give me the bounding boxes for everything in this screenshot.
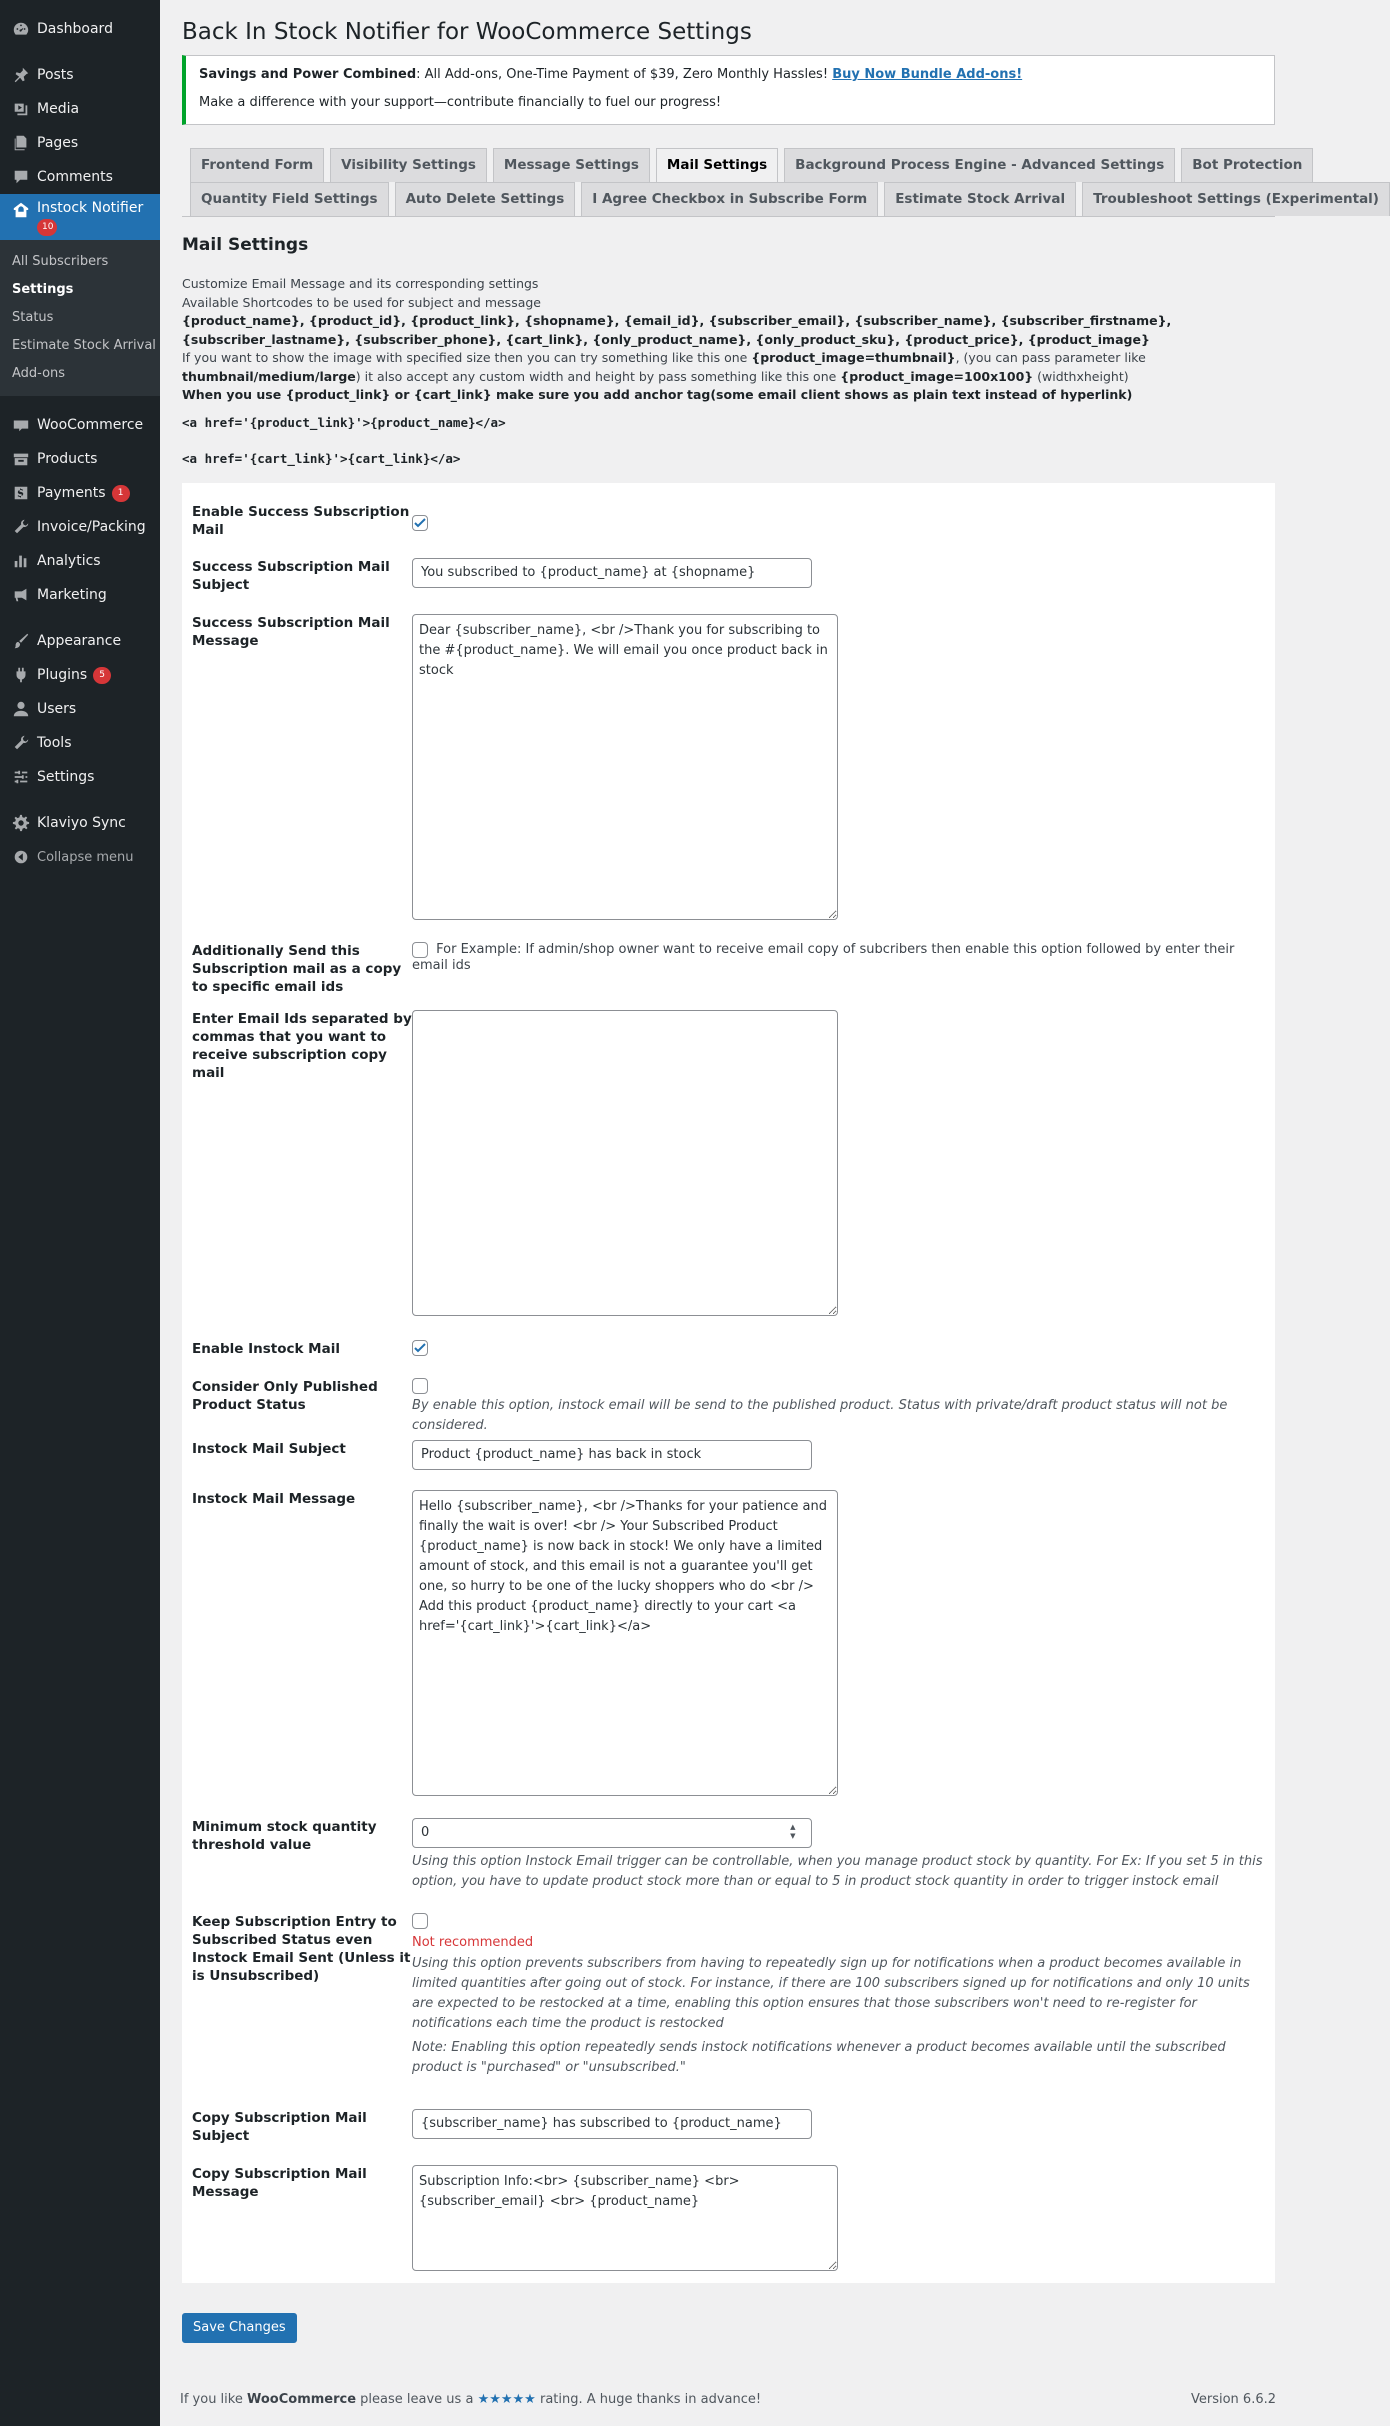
notifier-submenu xyxy=(0,240,160,396)
plugins-badge: 5 xyxy=(93,667,111,684)
keep-entry-label: Keep Subscription Entry to Subscribed Status even Instock Email Sent (Unless it is Unsubscribed) xyxy=(192,1913,411,1984)
instock-subject-input[interactable] xyxy=(412,1440,812,1470)
success-subject-label: Success Subscription Mail Subject xyxy=(192,558,390,593)
menu-appearance[interactable]: Appearance xyxy=(0,624,160,658)
success-message-label: Success Subscription Mail Message xyxy=(192,614,390,649)
dashboard-icon xyxy=(11,19,31,39)
min-stock-label: Minimum stock quantity threshold value xyxy=(192,1818,377,1853)
notifier-badge: 10 xyxy=(37,219,57,236)
tab-quantity-field[interactable]: Quantity Field Settings xyxy=(190,182,389,216)
tools-icon xyxy=(11,733,31,753)
menu-payments[interactable]: Payments 1 xyxy=(0,476,160,510)
success-subject-input[interactable] xyxy=(412,558,812,588)
menu-users[interactable]: Users xyxy=(0,692,160,726)
menu-dashboard[interactable]: Dashboard xyxy=(0,12,160,46)
menu-pages[interactable]: Pages xyxy=(0,126,160,160)
not-recommended-warning: Not recommended xyxy=(412,1934,534,1950)
collapse-menu[interactable]: Collapse menu xyxy=(0,840,160,874)
payments-badge: 1 xyxy=(112,485,130,502)
media-icon xyxy=(11,99,31,119)
promo-notice: Savings and Power Combined: All Add-ons, One-Time Payment of $39, Zero Monthly Hassles! Buy Now Bundle Add-ons! Make a difference with your support—contribute financially to fuel our progress! xyxy=(182,55,1275,125)
menu-klaviyo-sync[interactable]: Klaviyo Sync xyxy=(0,806,160,840)
paintbrush-icon xyxy=(11,631,31,651)
comments-icon xyxy=(11,167,31,187)
user-icon xyxy=(11,699,31,719)
buy-bundle-link[interactable]: Buy Now Bundle Add-ons! xyxy=(832,67,1023,82)
tab-mail-settings[interactable]: Mail Settings xyxy=(656,148,778,182)
bar-chart-icon xyxy=(11,551,31,571)
published-only-label: Consider Only Published Product Status xyxy=(192,1378,378,1413)
tab-frontend-form[interactable]: Frontend Form xyxy=(190,148,324,182)
copy-message-label: Copy Subscription Mail Message xyxy=(192,2165,367,2200)
instock-subject-label: Instock Mail Subject xyxy=(192,1440,346,1457)
page-title: Back In Stock Notifier for WooCommerce Settings xyxy=(182,19,752,45)
mail-settings-form: Enable Success Subscription Mail Success Subscription Mail Subject You subscribed to {product_name} at {shopname} Success Subscription Mail Message Dear {subscriber_name}, <br />Thank you for subscribing to the #{product_name}. We will email you once product back in stock Additionally Send this Subscription mail as a copy to specific email ids For Example: If admin/shop owner want to receive email copy of subcribers then enable this option followed by enter their email ids Enter Email Ids separated by commas that you want to receive subscription copy mail Enable Instock Mail Consider Only Published Product Status By enable this option, instock email will be send to the published product. Status with private/draft product status will not be considered. Instock Mail Subject Product {product_name} has back in stock Instock Mail Message Hello {subscriber_name}, <br />Thanks for your patience and finally the wait is over! <br /> Your Subscribed Product {product_name} is now back in stock! We only have a limited amount of stock, and this email is not a guarantee you'll get one, so hurry to be one of the lucky shoppers who do <br /> Add this product {product_name} directly to your cart <a href='{cart_link}'>{cart_link}</a> Minimum stock quantity threshold value 0 ▲ ▼ Using this option Instock Email trigger can be controllable, when you manage product stock by quantity. For Ex: If you set 5 in this option, you have to update product stock more than or equal to 5 in product stock quantity in order to trigger instock email Keep Subscription Entry to Subscribed Status even Instock Email Sent (Unless it is Unsubscribed) Not recommended Using this option prevents subscribers from having to repeatedly sign up for notifications when a product becomes available in limited quantities after going out of stock. For instance, if there are 100 subscribers signed up for notifications and only 10 units are expected to be restocked at a time, enabling this option ensures that those subscribers won't need to re-register for notifications each time the product is restocked Note: Enabling this option repeatedly sends instock notifications whenever a product becomes available until the subscribed product is "purchased" or "unsubscribed." Copy Subscription Mail Subject {subscriber_name} has subscribed to {product_name} Copy Subscription Mail Message Subscription Info:<br> {subscriber_name} <br> {subscriber_email} <br> {product_name} xyxy=(182,483,1275,2283)
menu-analytics[interactable]: Analytics xyxy=(0,544,160,578)
shortcode-description: Customize Email Message and its corresponding settings Available Shortcodes to be used for subject and message {product_name}, {product_id}, {product_link}, {shopname}, {email_id}, {subscriber_email}, {subscriber_name}, {subscriber_firstname}, {subscriber_lastname}, {subscriber_phone}, {cart_link}, {only_product_name}, {only_product_sku}, {product_price}, {product_image} If you want to show the image with specified size then you can try something like this one {product_image=thumbnail}, (you can pass parameter like thumbnail/medium/large) it also accept any custom width and height by pass something like this one {product_image=100x100} (widthxheight) When you use {product_link} or {cart_link} make sure you add anchor tag(some email client shows as plain text instead of hyperlink) xyxy=(182,276,1172,402)
collapse-icon xyxy=(11,847,31,867)
pages-icon xyxy=(11,133,31,153)
tab-estimate-stock-arrival[interactable]: Estimate Stock Arrival xyxy=(884,182,1076,216)
menu-tools[interactable]: Tools xyxy=(0,726,160,760)
tab-message-settings[interactable]: Message Settings xyxy=(493,148,650,182)
enable-instock-checkbox[interactable] xyxy=(412,1340,428,1356)
product-link-snippet: <a href='{product_link}'>{product_name}</a> xyxy=(182,414,506,430)
tab-troubleshoot[interactable]: Troubleshoot Settings (Experimental) xyxy=(1082,182,1390,216)
settings-tabs xyxy=(182,148,1379,217)
menu-media[interactable]: Media xyxy=(0,92,160,126)
enable-success-checkbox[interactable] xyxy=(412,515,428,531)
send-copy-checkbox[interactable] xyxy=(412,942,428,958)
save-changes-button[interactable]: Save Changes xyxy=(182,2313,297,2343)
admin-footer: If you like WooCommerce please leave us a ★★★★★ rating. A huge thanks in advance! Version 6.6.2 xyxy=(180,2392,1276,2407)
section-title: Mail Settings xyxy=(182,235,309,255)
tab-visibility-settings[interactable]: Visibility Settings xyxy=(330,148,487,182)
instock-message-textarea[interactable] xyxy=(412,1490,838,1796)
success-message-textarea[interactable] xyxy=(412,614,838,920)
dollar-icon xyxy=(11,483,31,503)
pin-icon xyxy=(11,65,31,85)
menu-plugins[interactable]: Plugins 5 xyxy=(0,658,160,692)
tab-agree-checkbox[interactable]: I Agree Checkbox in Subscribe Form xyxy=(581,182,878,216)
plug-icon xyxy=(11,665,31,685)
tab-bot-protection[interactable]: Bot Protection xyxy=(1181,148,1313,182)
menu-posts[interactable]: Posts xyxy=(0,58,160,92)
menu-marketing[interactable]: Marketing xyxy=(0,578,160,612)
menu-comments[interactable]: Comments xyxy=(0,160,160,194)
bell-icon xyxy=(11,200,31,220)
enable-instock-label: Enable Instock Mail xyxy=(192,1340,340,1357)
admin-sidebar xyxy=(0,0,160,2426)
submenu-add-ons[interactable]: Add-ons xyxy=(12,366,66,381)
min-stock-input[interactable] xyxy=(412,1818,812,1848)
menu-instock-notifier[interactable]: Instock Notifier 10 xyxy=(0,194,160,240)
enable-success-label: Enable Success Subscription Mail xyxy=(192,503,410,538)
tab-background-process[interactable]: Background Process Engine - Advanced Settings xyxy=(784,148,1175,182)
wrench-icon xyxy=(11,517,31,537)
menu-products[interactable]: Products xyxy=(0,442,160,476)
submenu-settings[interactable]: Settings xyxy=(12,282,74,297)
published-only-checkbox[interactable] xyxy=(412,1378,428,1394)
number-spinner[interactable]: ▲ ▼ xyxy=(790,1822,796,1840)
copy-subject-input[interactable] xyxy=(412,2109,812,2139)
rating-stars-link[interactable]: ★★★★★ xyxy=(477,2392,536,2407)
instock-message-label: Instock Mail Message xyxy=(192,1490,356,1507)
keep-entry-checkbox[interactable] xyxy=(412,1913,428,1929)
archive-icon xyxy=(11,449,31,469)
tab-auto-delete[interactable]: Auto Delete Settings xyxy=(395,182,576,216)
cart-link-snippet: <a href='{cart_link}'>{cart_link}</a> xyxy=(182,450,461,466)
menu-woocommerce[interactable]: WooCommerce xyxy=(0,408,160,442)
gear-icon xyxy=(11,813,31,833)
woocommerce-icon xyxy=(11,415,31,435)
menu-settings[interactable]: Settings xyxy=(0,760,160,794)
email-ids-textarea[interactable] xyxy=(412,1010,838,1316)
copy-message-textarea[interactable] xyxy=(412,2165,838,2271)
menu-invoice-packing[interactable]: Invoice/Packing xyxy=(0,510,160,544)
submenu-status[interactable]: Status xyxy=(12,310,54,325)
email-ids-label: Enter Email Ids separated by commas that you want to receive subscription copy mail xyxy=(192,1010,412,1081)
submenu-all-subscribers[interactable]: All Subscribers xyxy=(12,254,109,269)
submenu-estimate-stock-arrival[interactable]: Estimate Stock Arrival xyxy=(12,338,156,353)
main-content xyxy=(182,0,1379,2343)
send-copy-label: Additionally Send this Subscription mail as a copy to specific email ids xyxy=(192,942,402,995)
megaphone-icon xyxy=(11,585,31,605)
sliders-icon xyxy=(11,767,31,787)
copy-subject-label: Copy Subscription Mail Subject xyxy=(192,2109,367,2144)
version-text: Version 6.6.2 xyxy=(1190,2392,1276,2407)
